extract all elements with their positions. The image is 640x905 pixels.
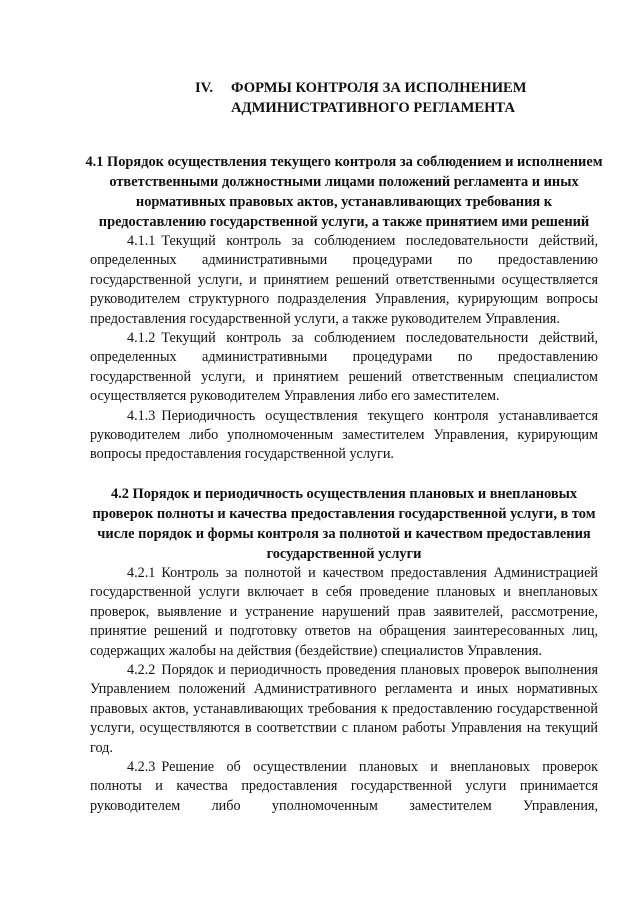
paragraph-4-2-1 [90, 564, 598, 661]
paragraph-4-1-2 [90, 329, 598, 407]
paragraph-number: 4.2.2 [127, 661, 156, 678]
chapter-number: IV. [195, 80, 213, 96]
paragraph-text: Текущий контроль за соблюдением последовательности действий, определенных административными процедурами по предоставлению государственной услуги, и принятием решений ответственными осуществляется руководителем структурного подразделения Управления, курирующим вопросы предоставления государственной услуги, а также руководителем Управления. [90, 233, 598, 327]
paragraph-4-2-2 [90, 661, 598, 758]
paragraph-text: Решение об осуществлении плановых и внеплановых проверок полноты и качества предоставления государственной услуги принимается руководителем либо уполномоченным заместителем Управления, [90, 758, 598, 814]
paragraph-number: 4.1.3 [127, 407, 156, 424]
section-title: 4.2 Порядок и периодичность осуществления плановых и внеплановых проверок полноты и качества предоставления государственной услуги, в том числе порядок и формы контроля за полнотой и качеством предоставления государственной услуги [92, 485, 596, 562]
section-4-2 [90, 484, 598, 816]
chapter-title-line-2: АДМИНИСТРАТИВНОГО РЕГЛАМЕНТА [231, 100, 515, 116]
paragraph-4-1-1 [90, 232, 598, 329]
paragraph-number: 4.1.1 [127, 233, 156, 249]
paragraph-number: 4.1.2 [127, 330, 156, 347]
chapter-title-line-1: ФОРМЫ КОНТРОЛЯ ЗА ИСПОЛНЕНИЕМ [231, 80, 527, 96]
paragraph-number: 4.2.1 [127, 564, 156, 581]
document-page [85, 78, 603, 816]
paragraph-text: Периодичность осуществления текущего контроля устанавливается руководителем либо уполномоченным заместителем Управления, курирующим вопросы предоставления государственной услуги. [90, 407, 598, 463]
paragraph-text: Контроль за полнотой и качеством предоставления Администрацией государственной услуги включает в себя проведение плановых и внеплановых проверок, выявление и устранение нарушений прав заявителей, рассмотрение, принятие решений и подготовку ответов на обращения заинтересованных лиц, содержащих жалобы на действия (бездействие) специалистов Управления. [90, 564, 598, 659]
section-4-1 [85, 152, 603, 465]
paragraph-4-2-3 [90, 758, 598, 816]
paragraph-4-1-3 [90, 407, 598, 465]
section-title: 4.1 Порядок осуществления текущего контроля за соблюдением и исполнением ответственными должностными лицами положений регламента и иных нормативных правовых актов, устанавливающих требования к предоставлению государственной услуги, а также принятием ими решений [85, 154, 603, 230]
paragraph-number: 4.2.3 [127, 758, 156, 775]
chapter-heading [195, 78, 598, 118]
paragraph-text: Текущий контроль за соблюдением последовательности действий, определенных административными процедурами по предоставлению государственной услуги, и принятием решений ответственным специалистом осуществляется руководителем Управления либо его заместителем. [90, 330, 598, 405]
paragraph-text: Порядок и периодичность проведения плановых проверок выполнения Управлением положений Административного регламента и иных нормативных правовых актов, устанавливающих требования к предоставлению государственной услуги, осуществляются в соответствии с планом работы Управления на текущий год. [90, 661, 598, 756]
